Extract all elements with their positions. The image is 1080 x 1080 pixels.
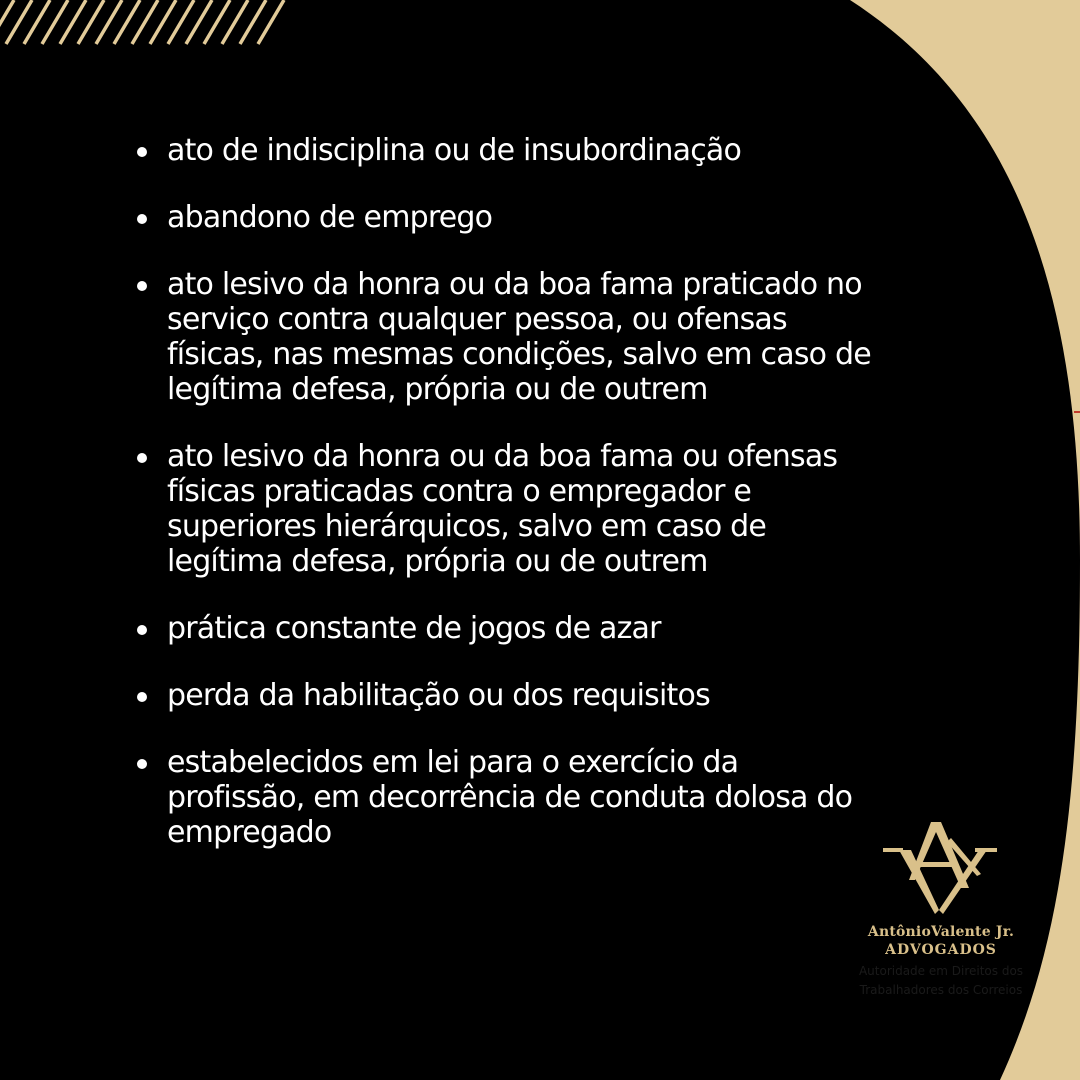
logo-tagline-line1: Autoridade em Direitos dos	[858, 964, 1024, 978]
list-item-text: prática constante de jogos de azar	[167, 611, 661, 646]
list-item	[137, 133, 877, 168]
bullet-dot-icon	[137, 453, 147, 463]
logo-tagline	[836, 962, 1046, 1000]
bullet-list	[137, 133, 877, 882]
list-item	[137, 745, 877, 850]
bullet-dot-icon	[137, 281, 147, 291]
av-monogram-icon	[881, 818, 1001, 918]
diagonal-stripes	[0, 0, 284, 44]
firm-logo	[836, 818, 1046, 1000]
list-item-text: perda da habilitação ou dos requisitos	[167, 678, 710, 713]
list-item-text: ato lesivo da honra ou da boa fama ou ofensas físicas praticadas contra o empregador e superiores hierárquicos, salvo em caso de legítima defesa, própria ou de outrem	[167, 439, 838, 579]
list-item	[137, 267, 877, 407]
bullet-dot-icon	[137, 625, 147, 635]
bullet-dot-icon	[137, 147, 147, 157]
list-item	[137, 611, 877, 646]
bullet-dot-icon	[137, 692, 147, 702]
list-item-text: ato lesivo da honra ou da boa fama praticado no serviço contra qualquer pessoa, ou ofensas físicas, nas mesmas condições, salvo em caso de legítima defesa, própria ou de outrem	[167, 267, 871, 407]
bullet-dot-icon	[137, 759, 147, 769]
bullet-dot-icon	[137, 214, 147, 224]
list-item-text: estabelecidos em lei para o exercício da profissão, em decorrência de conduta dolosa do empregado	[167, 745, 853, 850]
logo-firm: ADVOGADOS	[885, 942, 997, 958]
list-item	[137, 200, 877, 235]
logo-name: AntônioValente Jr.	[867, 924, 1015, 940]
list-item-text: ato de indisciplina ou de insubordinação	[167, 133, 742, 168]
logo-tagline-line2: Trabalhadores dos Correios	[859, 983, 1023, 997]
list-item-text: abandono de emprego	[167, 200, 493, 235]
list-item	[137, 678, 877, 713]
list-item	[137, 439, 877, 579]
